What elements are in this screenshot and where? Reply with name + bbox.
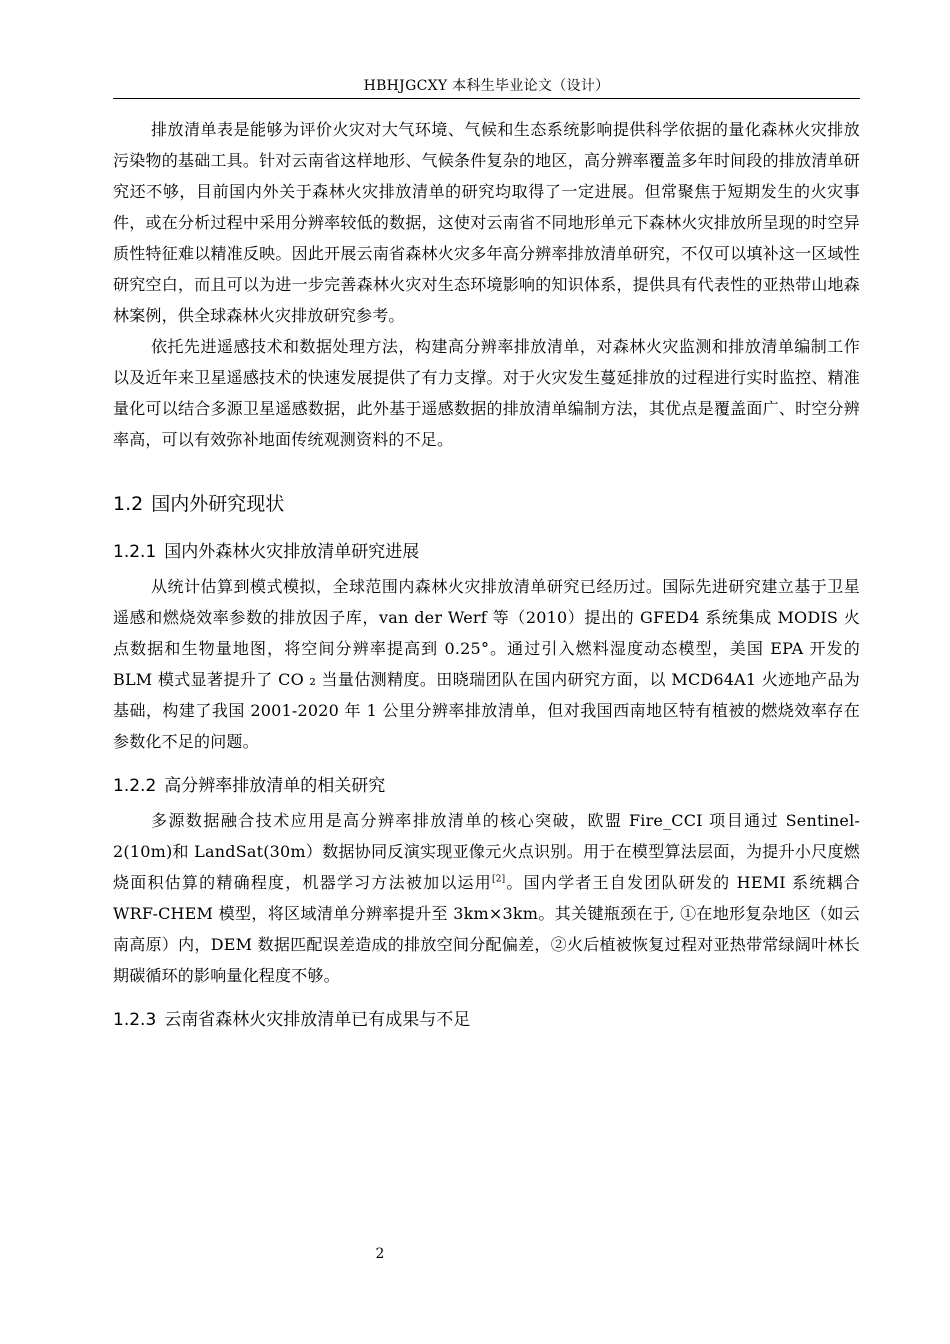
section-number: 1.2 <box>113 493 144 515</box>
section-title: 国内外研究现状 <box>151 493 285 515</box>
paragraph-text: 。国内学者王自发团队研发的 HEMI 系统耦合 WRF-CHEM 模型，将区域清单分辨率提升至 3km×3km。其关键瓶颈在于, ①在地形复杂地区（如云南高原）内，DEM 数据匹配误差造成的排放空间分配偏差，②火后植被恢复过程对亚热带常绿阔叶林长期碳循环的影响量化程度不够。 <box>113 873 861 985</box>
subsection-title: 高分辨率排放清单的相关研究 <box>164 776 386 796</box>
subsection-number: 1.2.2 <box>113 776 157 796</box>
citation-marker: [2] <box>492 874 506 885</box>
paragraph-text: 多源数据融合技术应用是高分辨率排放清单的核心突破，欧盟 Fire_CCI 项目通过 Sentinel-2(10m)和 LandSat(30m）数据协同反演实现亚像元火点识别。用于在模型算法层面，为提升小尺度燃烧面积估算的精确程度，机器学习方法被加以运用 <box>113 811 860 892</box>
subsection-heading-1-2-1 <box>113 539 860 565</box>
subsection-heading-1-2-2 <box>113 773 860 799</box>
subsection-number: 1.2.3 <box>113 1010 157 1030</box>
subsection-number: 1.2.1 <box>113 542 157 562</box>
page-content <box>113 114 860 1039</box>
body-paragraph: 从统计估算到模式模拟，全球范围内森林火灾排放清单研究已经历过。国际先进研究建立基于卫星遥感和燃烧效率参数的排放因子库，van der Werf 等（2010）提出的 GFED4 系统集成 MODIS 火点数据和生物量地图，将空间分辨率提高到 0.25°。通过引入燃料湿度动态模型，美国 EPA 开发的 BLM 模式显著提升了 CO ₂ 当量估测精度。田晓瑞团队在国内研究方面，以 MCD64A1 火迹地产品为基础，构建了我国 2001-2020 年 1 公里分辨率排放清单，但对我国西南地区特有植被的燃烧效率存在参数化不足的问题。 <box>113 577 860 751</box>
section-heading-1-2 <box>113 489 860 519</box>
header-rule <box>113 98 860 99</box>
subsection-title: 国内外森林火灾排放清单研究进展 <box>164 542 420 562</box>
subsection-heading-1-2-3 <box>113 1007 860 1033</box>
page-number: 2 <box>375 1246 385 1262</box>
body-paragraph: 排放清单表是能够为评价火灾对大气环境、气候和生态系统影响提供科学依据的量化森林火灾排放污染物的基础工具。针对云南省这样地形、气候条件复杂的地区，高分辨率覆盖多年时间段的排放清单研究还不够，目前国内外关于森林火灾排放清单的研究均取得了一定进展。但常聚焦于短期发生的火灾事件，或在分析过程中采用分辨率较低的数据，这使对云南省不同地形单元下森林火灾排放所呈现的时空异质性特征难以精准反映。因此开展云南省森林火灾多年高分辨率排放清单研究，不仅可以填补这一区域性研究空白，而且可以为进一步完善森林火灾对生态环境影响的知识体系，提供具有代表性的亚热带山地森林案例，供全球森林火灾排放研究参考。 <box>113 120 860 325</box>
body-paragraph <box>113 805 860 991</box>
running-header: HBHJGCXY 本科生毕业论文（设计） <box>363 78 610 94</box>
body-paragraph: 依托先进遥感技术和数据处理方法，构建高分辨率排放清单，对森林火灾监测和排放清单编制工作以及近年来卫星遥感技术的快速发展提供了有力支撑。对于火灾发生蔓延排放的过程进行实时监控、精准量化可以结合多源卫星遥感数据，此外基于遥感数据的排放清单编制方法，其优点是覆盖面广、时空分辨率高，可以有效弥补地面传统观测资料的不足。 <box>113 337 860 449</box>
subsection-title: 云南省森林火灾排放清单已有成果与不足 <box>164 1010 471 1030</box>
